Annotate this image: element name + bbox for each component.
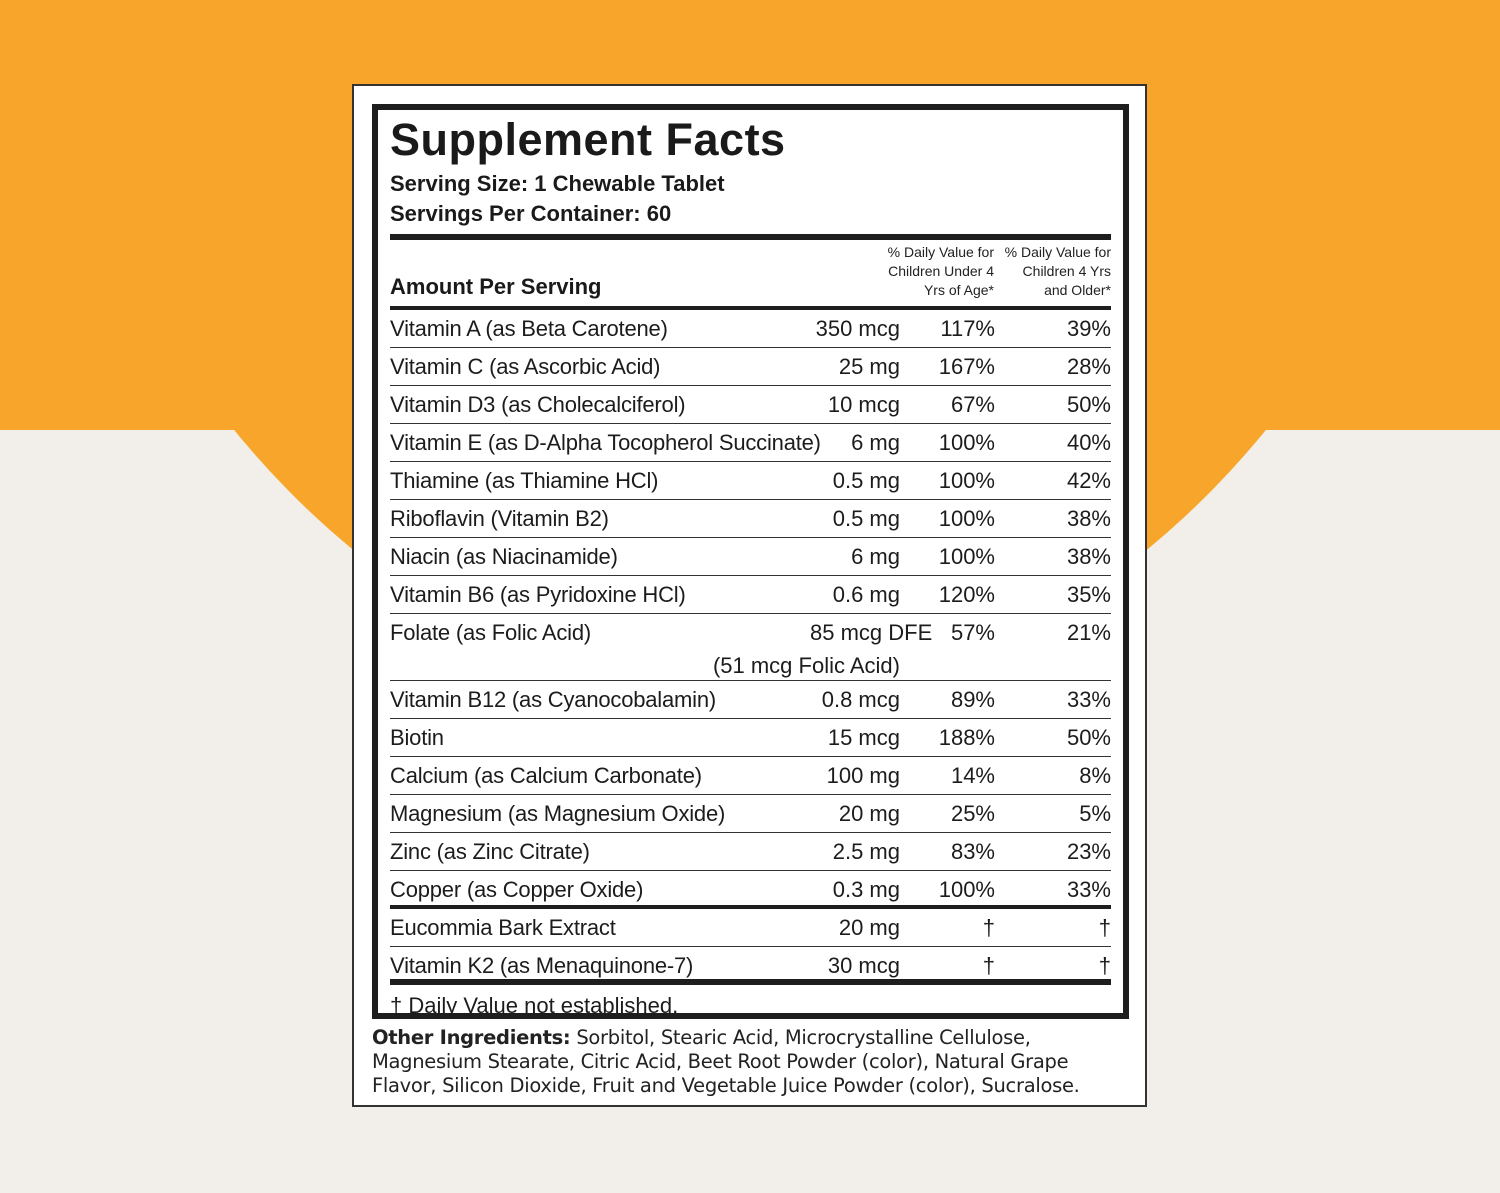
nutrient-dv-4plus-text: † bbox=[1098, 953, 1111, 978]
nutrient-name bbox=[390, 682, 810, 718]
nutrient-dv-under4-text: 25% bbox=[950, 801, 995, 826]
nutrient-dv-under4 bbox=[900, 349, 995, 385]
nutrient-name-text: Biotin bbox=[390, 725, 444, 750]
nutrient-amount-text: 0.6 mg bbox=[832, 582, 900, 607]
column-header-row bbox=[390, 240, 1111, 306]
nutrient-name-text: Vitamin E (as D-Alpha Tocopherol Succinate) bbox=[390, 430, 821, 455]
nutrient-name-text: Magnesium (as Magnesium Oxide) bbox=[390, 801, 726, 826]
nutrient-amount-text: 30 mcg bbox=[827, 953, 900, 978]
nutrient-dv-under4 bbox=[900, 311, 995, 347]
nutrient-dv-4plus-text: 28% bbox=[1066, 354, 1111, 379]
nutrient-dv-under4-text: 100% bbox=[938, 544, 995, 569]
nutrient-dv-under4-text: 57% bbox=[950, 620, 995, 645]
nutrient-amount-text: 2.5 mg bbox=[832, 839, 900, 864]
nutrient-amount bbox=[810, 948, 900, 984]
nutrient-dv-4plus bbox=[995, 758, 1111, 794]
servings-per-container: Servings Per Container: 60 bbox=[390, 201, 672, 226]
nutrient-dv-4plus-text: 33% bbox=[1066, 687, 1111, 712]
nutrient-dv-4plus bbox=[995, 910, 1111, 946]
nutrient-dv-4plus bbox=[995, 463, 1111, 499]
nutrient-amount bbox=[810, 720, 900, 756]
nutrient-dv-4plus-text: 21% bbox=[1066, 620, 1111, 645]
nutrient-dv-under4-text: 14% bbox=[950, 763, 995, 788]
nutrient-row bbox=[390, 348, 1111, 386]
nutrient-name bbox=[390, 615, 810, 651]
nutrient-dv-4plus bbox=[995, 311, 1111, 347]
nutrient-dv-under4 bbox=[900, 872, 995, 908]
nutrient-amount bbox=[810, 387, 900, 423]
other-ingredients-label: Other Ingredients: bbox=[372, 1026, 571, 1049]
nutrient-dv-under4 bbox=[900, 796, 995, 832]
nutrient-amount bbox=[810, 349, 900, 385]
nutrient-dv-under4-text: † bbox=[982, 953, 995, 978]
nutrient-dv-4plus-text: 8% bbox=[1079, 763, 1111, 788]
nutrient-amount-text: 350 mcg bbox=[815, 316, 900, 341]
nutrient-amount bbox=[810, 872, 900, 908]
nutrient-dv-under4-text: 100% bbox=[938, 430, 995, 455]
nutrient-dv-under4 bbox=[900, 834, 995, 870]
nutrient-dv-4plus bbox=[995, 615, 1111, 651]
nutrient-name bbox=[390, 910, 810, 946]
nutrient-dv-under4 bbox=[900, 387, 995, 423]
nutrient-dv-under4 bbox=[900, 539, 995, 575]
nutrient-table bbox=[390, 310, 1111, 985]
nutrient-amount bbox=[810, 311, 900, 347]
nutrient-dv-under4 bbox=[900, 615, 995, 651]
nutrient-row bbox=[390, 795, 1111, 833]
nutrient-dv-4plus bbox=[995, 682, 1111, 718]
nutrient-dv-4plus-text: 5% bbox=[1079, 801, 1111, 826]
nutrient-dv-under4 bbox=[900, 948, 995, 984]
nutrient-amount bbox=[810, 910, 900, 946]
nutrient-dv-4plus-text: 50% bbox=[1066, 725, 1111, 750]
nutrient-amount-text: 20 mg bbox=[838, 801, 900, 826]
nutrient-amount bbox=[810, 425, 900, 461]
nutrient-row bbox=[390, 757, 1111, 795]
nutrient-dv-under4 bbox=[900, 910, 995, 946]
nutrient-name bbox=[390, 311, 810, 347]
nutrient-dv-4plus-text: 40% bbox=[1066, 430, 1111, 455]
nutrient-name bbox=[390, 501, 810, 537]
nutrient-name bbox=[390, 796, 810, 832]
nutrient-dv-4plus-text: 23% bbox=[1066, 839, 1111, 864]
supplement-label-card bbox=[352, 84, 1147, 1107]
nutrient-row bbox=[390, 500, 1111, 538]
nutrient-dv-4plus bbox=[995, 834, 1111, 870]
nutrient-dv-4plus bbox=[995, 872, 1111, 908]
nutrient-dv-4plus bbox=[995, 501, 1111, 537]
nutrient-dv-4plus-text: † bbox=[1098, 915, 1111, 940]
nutrient-name-text: Thiamine (as Thiamine HCl) bbox=[390, 468, 659, 493]
nutrient-name bbox=[390, 387, 810, 423]
nutrient-row bbox=[390, 538, 1111, 576]
nutrient-dv-4plus bbox=[995, 948, 1111, 984]
nutrient-dv-under4-text: 120% bbox=[938, 582, 995, 607]
nutrient-name bbox=[390, 948, 810, 984]
nutrient-name-text: Calcium (as Calcium Carbonate) bbox=[390, 763, 702, 788]
nutrient-dv-4plus bbox=[995, 387, 1111, 423]
nutrient-dv-under4-text: 100% bbox=[938, 506, 995, 531]
nutrient-amount-text: 6 mg bbox=[851, 430, 900, 455]
nutrient-dv-under4 bbox=[900, 425, 995, 461]
nutrient-dv-under4-text: 100% bbox=[938, 877, 995, 902]
nutrient-row bbox=[390, 909, 1111, 947]
nutrient-amount-text: 0.3 mg bbox=[832, 877, 900, 902]
nutrient-name bbox=[390, 425, 821, 461]
nutrient-amount-text: 10 mcg bbox=[827, 392, 900, 417]
nutrient-name-text: Vitamin A (as Beta Carotene) bbox=[390, 316, 668, 341]
nutrient-row bbox=[390, 719, 1111, 757]
nutrient-amount bbox=[810, 758, 900, 794]
nutrient-dv-under4-text: † bbox=[982, 915, 995, 940]
nutrient-dv-under4-text: 67% bbox=[950, 392, 995, 417]
nutrient-dv-under4-text: 167% bbox=[938, 354, 995, 379]
nutrient-amount-text: 0.5 mg bbox=[832, 468, 900, 493]
nutrient-name bbox=[390, 834, 810, 870]
nutrient-name-text: Riboflavin (Vitamin B2) bbox=[390, 506, 609, 531]
nutrient-name bbox=[390, 577, 810, 613]
nutrient-amount bbox=[810, 682, 900, 718]
nutrient-dv-under4 bbox=[900, 577, 995, 613]
nutrient-amount-text: 100 mg bbox=[826, 763, 900, 788]
dv-4plus-header: % Daily Value for Children 4 Yrs and Older* bbox=[1004, 244, 1111, 298]
nutrient-amount-secondary: (51 mcg Folic Acid) bbox=[712, 653, 900, 678]
nutrient-dv-under4-text: 83% bbox=[950, 839, 995, 864]
nutrient-row bbox=[390, 947, 1111, 985]
nutrient-amount-text: 85 mcg DFE bbox=[810, 620, 933, 645]
nutrient-dv-4plus bbox=[995, 425, 1111, 461]
other-ingredients bbox=[372, 1026, 1132, 1098]
nutrient-dv-4plus-text: 38% bbox=[1066, 506, 1111, 531]
nutrient-dv-4plus-text: 33% bbox=[1066, 877, 1111, 902]
nutrient-amount bbox=[810, 834, 900, 870]
nutrient-name-text: Vitamin D3 (as Cholecalciferol) bbox=[390, 392, 686, 417]
nutrient-amount-text: 15 mcg bbox=[827, 725, 900, 750]
nutrient-amount bbox=[810, 501, 900, 537]
nutrient-dv-under4-text: 100% bbox=[938, 468, 995, 493]
nutrient-dv-under4 bbox=[900, 720, 995, 756]
supplement-facts-panel bbox=[372, 104, 1129, 1019]
nutrient-name-text: Folate (as Folic Acid) bbox=[390, 620, 592, 645]
nutrient-dv-under4 bbox=[900, 501, 995, 537]
nutrient-row bbox=[390, 871, 1111, 909]
nutrient-row bbox=[390, 386, 1111, 424]
nutrient-dv-4plus-text: 35% bbox=[1066, 582, 1111, 607]
dv-under4-header: % Daily Value for Children Under 4 Yrs of Age* bbox=[887, 244, 994, 298]
nutrient-amount bbox=[810, 463, 900, 499]
nutrient-row bbox=[390, 462, 1111, 500]
nutrient-dv-4plus-text: 38% bbox=[1066, 544, 1111, 569]
nutrient-dv-4plus bbox=[995, 349, 1111, 385]
nutrient-amount-text: 20 mg bbox=[838, 915, 900, 940]
nutrient-amount bbox=[810, 577, 900, 613]
nutrient-dv-under4 bbox=[900, 463, 995, 499]
nutrient-row bbox=[390, 681, 1111, 719]
serving-size: Serving Size: 1 Chewable Tablet bbox=[390, 171, 725, 196]
nutrient-name bbox=[390, 539, 810, 575]
nutrient-name bbox=[390, 349, 810, 385]
nutrient-amount-text: 0.5 mg bbox=[832, 506, 900, 531]
nutrient-amount bbox=[712, 615, 933, 681]
nutrient-amount-text: 0.8 mcg bbox=[821, 687, 900, 712]
nutrient-dv-under4 bbox=[900, 758, 995, 794]
nutrient-name-text: Vitamin B6 (as Pyridoxine HCl) bbox=[390, 582, 686, 607]
nutrient-dv-under4-text: 188% bbox=[938, 725, 995, 750]
nutrient-name bbox=[390, 872, 810, 908]
nutrient-row bbox=[390, 833, 1111, 871]
nutrient-amount-text: 25 mg bbox=[838, 354, 900, 379]
nutrient-dv-4plus bbox=[995, 539, 1111, 575]
nutrient-name-text: Vitamin C (as Ascorbic Acid) bbox=[390, 354, 661, 379]
panel-title: Supplement Facts bbox=[390, 114, 786, 165]
nutrient-row bbox=[390, 310, 1111, 348]
nutrient-name-text: Vitamin K2 (as Menaquinone-7) bbox=[390, 953, 694, 978]
nutrient-name bbox=[390, 463, 810, 499]
nutrient-dv-4plus-text: 42% bbox=[1066, 468, 1111, 493]
nutrient-name-text: Copper (as Copper Oxide) bbox=[390, 877, 644, 902]
nutrient-row bbox=[390, 424, 1111, 462]
nutrient-name-text: Vitamin B12 (as Cyanocobalamin) bbox=[390, 687, 717, 712]
nutrient-row bbox=[390, 576, 1111, 614]
nutrient-name bbox=[390, 720, 810, 756]
nutrient-dv-4plus bbox=[995, 720, 1111, 756]
nutrient-row bbox=[390, 614, 1111, 681]
nutrient-dv-under4-text: 117% bbox=[940, 316, 995, 341]
nutrient-name-text: Niacin (as Niacinamide) bbox=[390, 544, 618, 569]
nutrient-name-text: Eucommia Bark Extract bbox=[390, 915, 616, 940]
nutrient-dv-4plus-text: 50% bbox=[1066, 392, 1111, 417]
footnote: † Daily Value not established. bbox=[390, 993, 679, 1018]
amount-per-serving-header: Amount Per Serving bbox=[390, 274, 602, 299]
nutrient-amount bbox=[810, 539, 900, 575]
nutrient-amount-text: 6 mg bbox=[851, 544, 900, 569]
nutrient-dv-4plus-text: 39% bbox=[1066, 316, 1111, 341]
nutrient-dv-under4-text: 89% bbox=[950, 687, 995, 712]
nutrient-name bbox=[390, 758, 810, 794]
nutrient-amount bbox=[810, 796, 900, 832]
nutrient-dv-4plus bbox=[995, 796, 1111, 832]
nutrient-name-text: Zinc (as Zinc Citrate) bbox=[390, 839, 590, 864]
other-ingredients-text: Sorbitol, Stearic Acid, Microcrystalline Cellulose, Magnesium Stearate, Citric Acid, Beet Root Powder (color), Natural Grape Flavor, Silicon Dioxide, Fruit and Vegetable Juice Powder (color), Sucralose. bbox=[372, 1026, 1080, 1097]
nutrient-dv-4plus bbox=[995, 577, 1111, 613]
nutrient-dv-under4 bbox=[900, 682, 995, 718]
